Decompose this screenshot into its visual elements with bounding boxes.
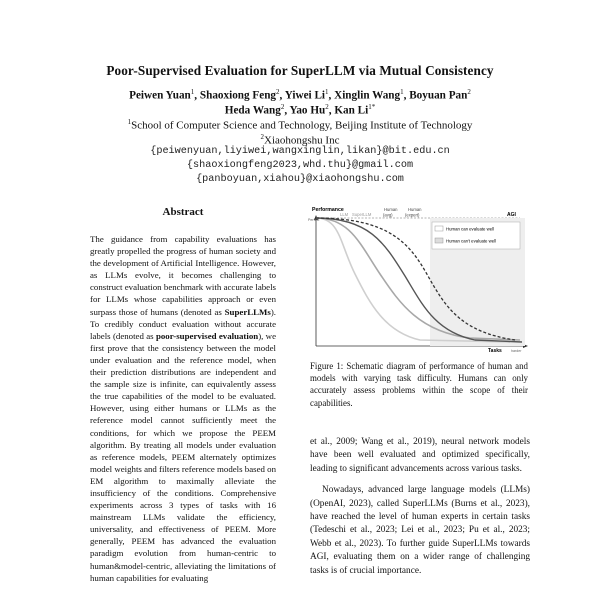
legend-swatch-gray <box>435 238 443 243</box>
figure-caption: Figure 1: Schematic diagram of performance of human and models with varying task difficulty. Humans can only accurately assess problems within the scope of their capabilities. <box>310 361 528 408</box>
abstract-body <box>90 233 276 584</box>
paper-title: Poor-Supervised Evaluation for SuperLLM via Mutual Consistency <box>106 63 494 78</box>
affil-sup: 2 <box>260 133 265 141</box>
author-name: Heda Wang <box>224 104 281 117</box>
legend-entry-1: Human can evaluate well <box>446 226 495 232</box>
body-text <box>310 436 530 586</box>
author-sup: 1 <box>190 88 195 96</box>
affiliation-2 <box>0 133 600 147</box>
author-name: Shaoxiong Feng <box>199 89 277 102</box>
abstract-text-3: ), we first prove that the consistency between the model under evaluation and the reference model, when their prediction distributions are independent and the sample size is infinite, can equivalently assess the true capabilities of the model to be evaluated. However, using either humans or LLMs as the reference model cannot sufficiently meet the conditions, for which we propose the PEEM algorithm. By treating all models under evaluation as reference models, PEEM alternately optimizes model weights and filters reference models based on EM algorithm to maximally alleviate the insufficiency of the conditions. Comprehensive experiments across 3 types of tasks with 16 mainstream LLMs validate the efficiency, universality, and effectiveness of PEEM. More generally, PEEM has advanced the evaluation paradigm evolution from human-centric to human&model-centric, alleviating the limitations of human capabilities for evaluating <box>90 330 276 583</box>
author-line-1: Peiwen Yuan$^1$, Shaoxiong Feng$^2$, Yiwei Li$^1$, Xinglin Wang$^1$, Boyuan Pan$^2$ <box>129 88 471 102</box>
abstract-text-2: ). To credibly conduct evaluation without accurate labels (denoted as <box>90 306 276 341</box>
figure-1-diagram <box>310 204 530 354</box>
email-line-2: {shaoxiongfeng2023,whd.thu}@gmail.com <box>186 160 414 171</box>
author-sup: 1 <box>325 88 329 96</box>
legend-swatch-white <box>435 226 443 231</box>
affiliation-1 <box>0 118 600 132</box>
affil-sup: 1 <box>127 118 132 126</box>
body-paragraph-1: et al., 2009; Wang et al., 2019), neural network models have been well evaluated and optimized specifically, leading to significant advancements across various tasks. <box>310 437 530 474</box>
marker-human-expert: Human (expert) <box>405 207 422 218</box>
author-name: Kan Li <box>334 104 369 117</box>
author-name: Boyuan Pan <box>409 89 468 102</box>
author-sup: 2 <box>467 88 471 96</box>
marker-agi: AGI <box>507 212 516 218</box>
y-axis-label: Performance <box>312 207 344 213</box>
abstract-text-1: The guidance from capability evaluations has greatly propelled the progress of human society and the development of Artificial Intelligence. However, as LLMs evolve, it becomes challenging to construct evaluation benchmark with accurate labels for LLMs whose capabilities approach or even surpass those of humans (denoted as <box>90 234 276 317</box>
affil-text: Xiaohongshu Inc <box>264 134 340 147</box>
author-sup: 1 <box>400 88 404 96</box>
x-axis-label: Tasks <box>488 348 502 354</box>
body-paragraph-2: Nowadays, advanced large language models (LLMs) (OpenAI, 2023), called SuperLLMs (Burns et al., 2023), have reached the level of human experts in certain tasks (Tedeschi et al., 2023; Lei et al., 2023; Pu et al., 2023; Webb et al., 2023). To further guide SuperLLMs towards AGI, evaluating them on a wider range of challenging tasks is of crucial importance. <box>310 485 530 576</box>
author-name: Yiwei Li <box>284 89 326 102</box>
abstract-term-poor-supervised: poor-supervised evaluation <box>155 330 259 341</box>
email-line-1: {peiwenyuan,liyiwei,wangxinglin,likan}@bit.edu.cn <box>150 146 450 157</box>
affil-text: School of Computer Science and Technology, Beijing Institute of Technology <box>131 119 473 132</box>
email-line-3: {panboyuan,xiahou}@xiaohongshu.com <box>196 174 404 185</box>
author-sup: 2 <box>280 103 285 111</box>
abstract-term-superllms: SuperLLMs <box>224 306 271 317</box>
marker-superllm: SuperLLM <box>352 212 372 217</box>
author-name: Peiwen Yuan <box>129 89 191 102</box>
author-name: Xinglin Wang <box>334 89 401 102</box>
legend-entry-2: Human can't evaluate well <box>446 238 497 244</box>
x-axis-tick: harder <box>511 349 522 353</box>
y-axis-tick: Perfect <box>308 218 320 222</box>
marker-llm: LLM <box>340 212 349 217</box>
author-name: Yao Hu <box>289 104 326 117</box>
author-sup: 2 <box>325 103 329 111</box>
author-sup: 1* <box>368 103 376 111</box>
abstract-heading: Abstract <box>162 206 204 218</box>
marker-human-avg: Human (avg) <box>383 207 398 218</box>
author-line-2: Heda Wang$^2$, Yao Hu$^2$, Kan $Li^{1*}$ <box>224 103 376 117</box>
author-sup: 2 <box>276 88 280 96</box>
